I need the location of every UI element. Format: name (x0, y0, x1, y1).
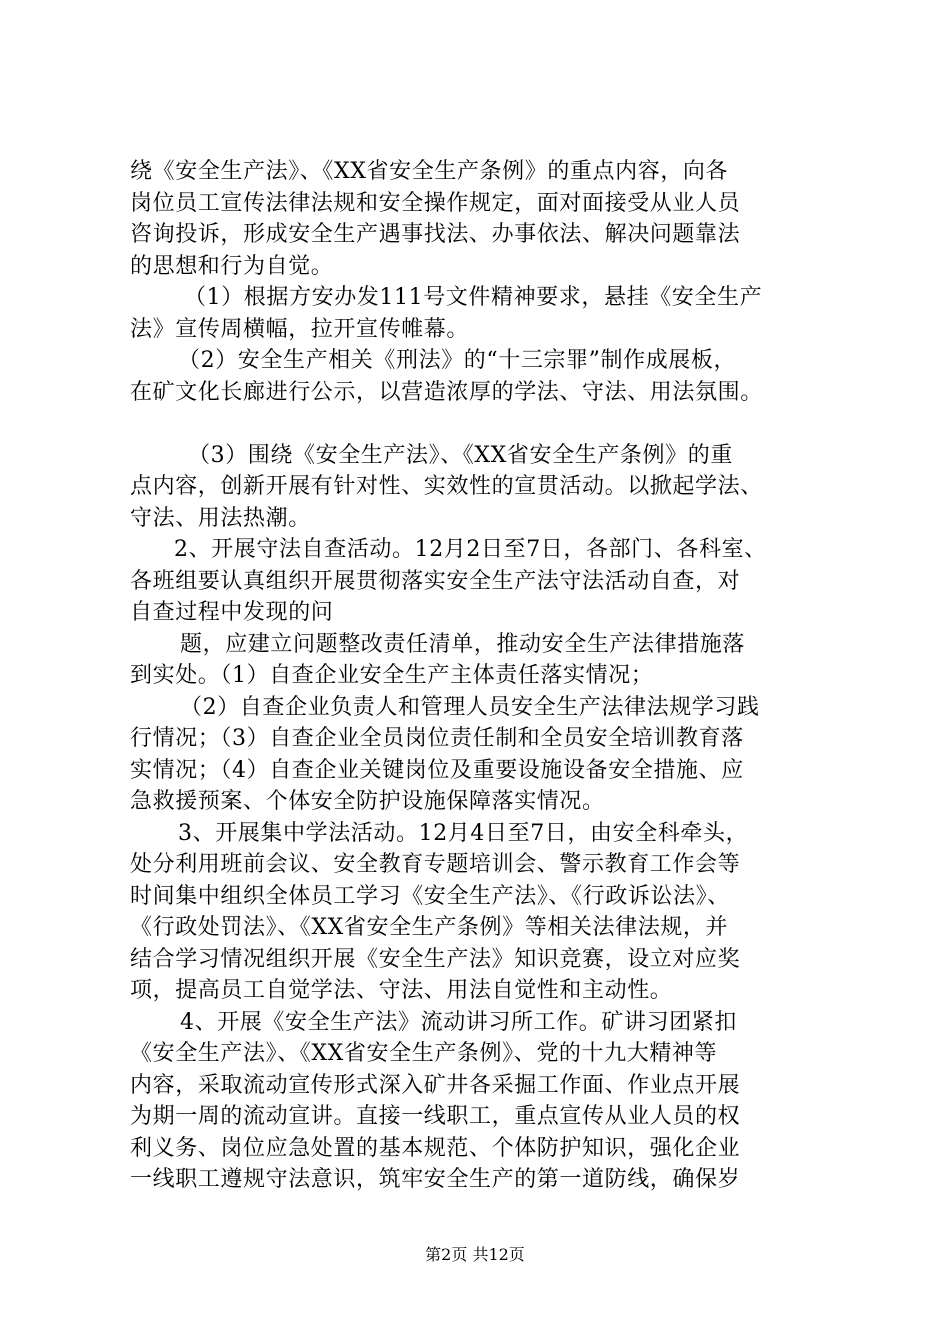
text-line: 法》宣传周横幅，拉开宣传帷幕。 (130, 316, 470, 342)
text-line: 2、开展守法自查活动。12月2日至7日，各部门、各科室、 (174, 537, 767, 562)
text-line: 自查过程中发现的问 (130, 600, 334, 625)
text-line: 行情况；（3）自查企业全员岗位责任制和全员安全培训教育落 (130, 726, 744, 751)
text-line: 到实处。（1）自查企业安全生产主体责任落实情况； (130, 663, 654, 688)
text-line: （1）根据方安办发111号文件精神要求，悬挂《安全生产 (184, 285, 763, 310)
text-line: （2）自查企业负责人和管理人员安全生产法律法规学习践 (180, 694, 760, 720)
page-footer: 第2页 共12页 (425, 1245, 525, 1264)
text-line: 在矿文化长廊进行公示，以营造浓厚的学法、守法、用法氛围。 (130, 379, 763, 405)
text-line: 处分利用班前会议、安全教育专题培训会、警示教育工作会等 (130, 852, 741, 877)
text-line: 守法、用法热潮。 (130, 505, 311, 531)
text-line: 题，应建立问题整改责任清单，推动安全生产法律措施落 (180, 631, 746, 657)
text-line: 《安全生产法》、《XX省安全生产条例》、党的十九大精神等 (130, 1041, 718, 1066)
text-line: 各班组要认真组织开展贯彻落实安全生产法守法活动自查，对 (130, 568, 741, 594)
text-line: 内容，采取流动宣传形式深入矿井各采掘工作面、作业点开展 (130, 1072, 741, 1098)
text-line: 利义务、岗位应急处置的基本规范、个体防护知识，强化企业 (130, 1135, 741, 1161)
blank-line (130, 408, 830, 440)
text-line: 急救援预案、个体安全防护设施保障落实情况。 (130, 789, 605, 814)
text-line: 的思想和行为自觉。 (130, 253, 334, 279)
text-line: 点内容，创新开展有针对性、实效性的宣贯活动。以掀起学法、 (130, 474, 763, 499)
text-line: （2）安全生产相关《刑法》的“十三宗罪”制作成展板， (178, 348, 737, 373)
text-line: 岗位员工宣传法律法规和安全操作规定，面对面接受从业人员 (130, 190, 741, 216)
text-line: 为期一周的流动宣讲。直接一线职工，重点宣传从业人员的权 (130, 1104, 741, 1129)
text-line: 结合学习情况组织开展《安全生产法》知识竞赛，设立对应奖 (130, 946, 741, 972)
text-line: 4、开展《安全生产法》流动讲习所工作。矿讲习团紧扣 (180, 1009, 737, 1035)
document-body (130, 156, 830, 1196)
text-line: 时间集中组织全体员工学习《安全生产法》、《行政诉讼法》、 (130, 883, 730, 909)
text-line: 一线职工遵规守法意识，筑牢安全生产的第一道防线，确保岁 (130, 1167, 741, 1192)
text-line: 项，提高员工自觉学法、守法、用法自觉性和主动性。 (130, 978, 673, 1003)
text-line: 咨询投诉，形成安全生产遇事找法、办事依法、解决问题靠法 (130, 222, 741, 247)
text-line: 3、开展集中学法活动。12月4日至7日，由安全科牵头， (178, 820, 749, 846)
text-line: 《行政处罚法》、《XX省安全生产条例》等相关法律法规，并 (130, 915, 729, 940)
text-line: （3）围绕《安全生产法》、《XX省安全生产条例》的重 (188, 442, 733, 468)
text-line: 绕《安全生产法》、《XX省安全生产条例》的重点内容，向各 (130, 159, 729, 184)
text-line: 实情况；（4）自查企业关键岗位及重要设施设备安全措施、应 (130, 757, 744, 783)
